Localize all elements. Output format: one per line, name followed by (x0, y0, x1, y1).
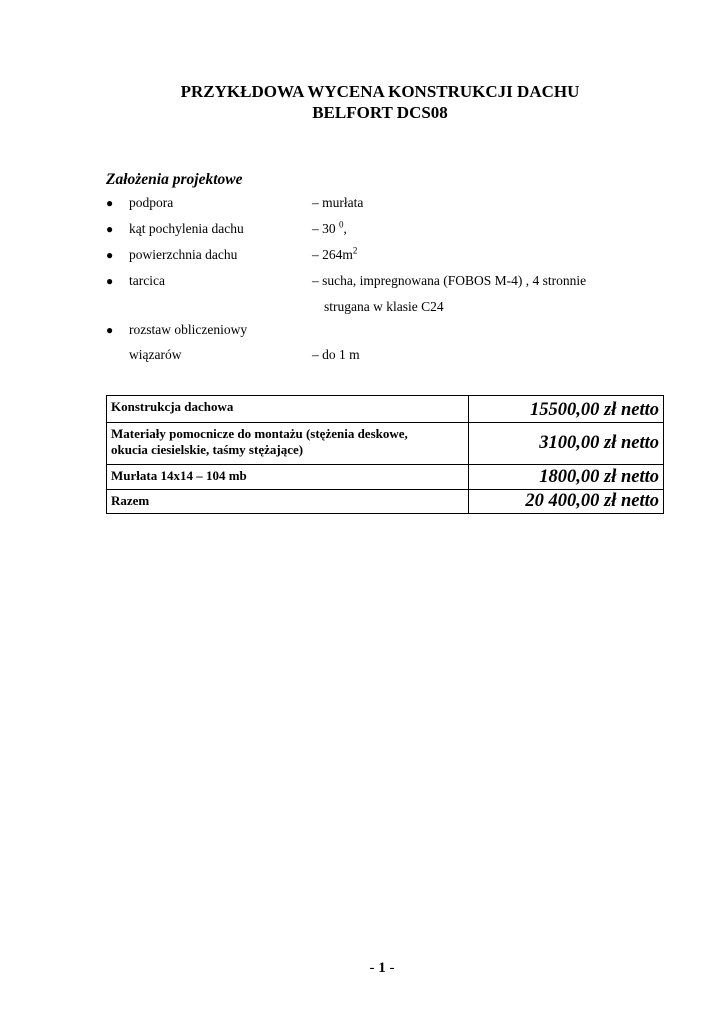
assumption-item (0, 219, 724, 239)
row-amount: 3100,00 zł netto (469, 423, 664, 465)
page-number-value: 1 (378, 960, 386, 976)
cost-table (106, 395, 664, 514)
row-amount-total: 20 400,00 zł netto (469, 490, 664, 514)
bullet-icon: ● (106, 248, 114, 262)
document-title-line-2: BELFORT DCS08 (312, 103, 448, 122)
page-number-prefix: - (369, 960, 379, 976)
row-description: Murłata 14x14 – 104 mb (107, 465, 469, 490)
square-superscript: 2 (352, 245, 358, 256)
bullet-icon: ● (106, 323, 114, 337)
assumption-label: kąt pochylenia dachu (129, 221, 244, 236)
section-heading-assumptions: Założenia projektowe (106, 171, 243, 188)
assumption-label: rozstaw obliczeniowy (129, 322, 248, 337)
table-row-total (107, 490, 664, 514)
row-amount: 1800,00 zł netto (469, 465, 664, 490)
row-description (107, 423, 469, 465)
assumption-value: – do 1 m (312, 347, 360, 362)
assumption-item (0, 271, 724, 291)
assumption-item (0, 245, 724, 265)
degree-superscript: 0 (339, 219, 344, 230)
row-description-line-1: Materiały pomocnicze do montażu (stężenia deskowe, (111, 426, 408, 441)
row-description-line-2: okucia ciesielskie, taśmy stężające) (111, 442, 304, 457)
row-description: Razem (107, 490, 469, 514)
document-title-line-1: PRZYKŁDOWA WYCENA KONSTRUKCJI DACHU (180, 82, 580, 101)
table-row (107, 423, 664, 465)
assumption-item (0, 320, 724, 340)
page-number-suffix: - (385, 960, 395, 976)
row-description: Konstrukcja dachowa (107, 396, 469, 423)
table-row (107, 465, 664, 490)
assumption-label: podpora (129, 195, 174, 210)
bullet-icon: ● (106, 196, 114, 210)
assumption-label: powierzchnia dachu (129, 247, 238, 262)
assumption-item (0, 193, 724, 213)
bullet-icon: ● (106, 222, 114, 236)
assumption-label: tarcica (129, 273, 165, 288)
assumption-value-suffix: , (343, 221, 347, 236)
bullet-icon: ● (106, 274, 114, 288)
assumption-value: – murłata (312, 195, 364, 210)
assumption-value-text: – 30 (312, 221, 336, 236)
page-number (0, 960, 724, 977)
row-amount: 15500,00 zł netto (469, 396, 664, 423)
assumption-value (312, 245, 357, 265)
assumption-value: – sucha, impregnowana (FOBOS M-4) , 4 stronnie (312, 273, 587, 288)
assumption-value-text: – 264m (312, 247, 353, 262)
table-row (107, 396, 664, 423)
assumption-value-continuation: strugana w klasie C24 (324, 299, 444, 314)
assumption-value (312, 219, 347, 239)
assumption-label-continuation: wiązarów (129, 347, 182, 362)
